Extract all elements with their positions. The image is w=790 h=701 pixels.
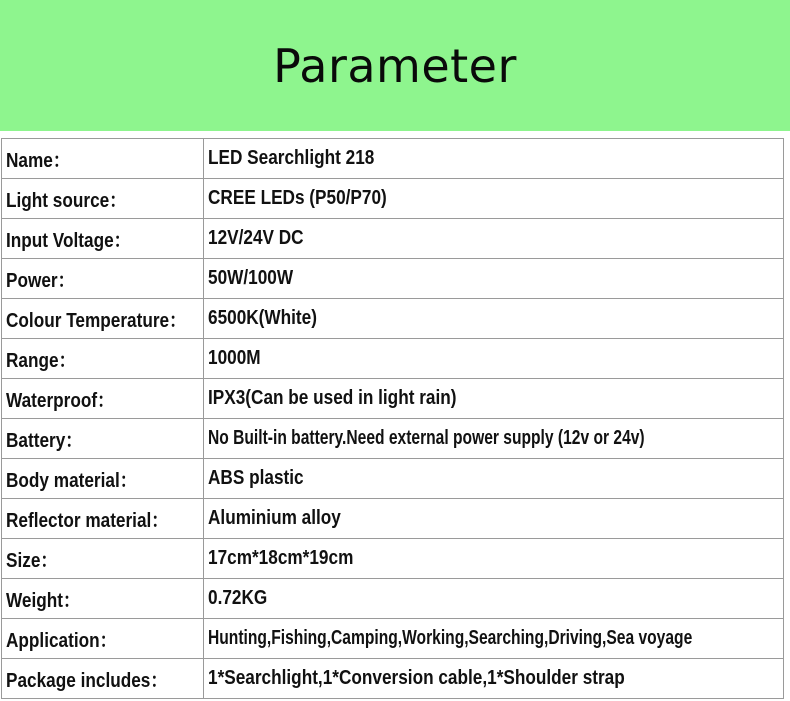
parameter-table-container [1, 138, 782, 699]
row-value: 0.72KG [204, 579, 784, 619]
row-label: Weight： [2, 579, 204, 619]
row-label: Name： [2, 139, 204, 179]
row-label: Battery： [2, 419, 204, 459]
table-row [2, 459, 784, 499]
row-value: 12V/24V DC [204, 219, 784, 259]
table-row [2, 219, 784, 259]
table-row [2, 579, 784, 619]
table-row [2, 179, 784, 219]
row-value: IPX3(Can be used in light rain) [204, 379, 784, 419]
row-label: Waterproof： [2, 379, 204, 419]
table-row [2, 299, 784, 339]
row-value: Aluminium alloy [204, 499, 784, 539]
row-label: Colour Temperature： [2, 299, 204, 339]
row-label: Size： [2, 539, 204, 579]
row-value: 1*Searchlight,1*Conversion cable,1*Shoulder strap [204, 659, 784, 699]
table-row [2, 499, 784, 539]
table-row [2, 419, 784, 459]
row-value: 1000M [204, 339, 784, 379]
row-label: Package includes： [2, 659, 204, 699]
table-row [2, 379, 784, 419]
row-label: Light source： [2, 179, 204, 219]
table-row [2, 339, 784, 379]
row-value: No Built-in battery.Need external power supply (12v or 24v) [204, 419, 784, 459]
row-value: CREE LEDs (P50/P70) [204, 179, 784, 219]
table-row [2, 659, 784, 699]
row-value: 6500K(White) [204, 299, 784, 339]
table-row [2, 539, 784, 579]
table-row [2, 259, 784, 299]
row-label: Range： [2, 339, 204, 379]
row-label: Body material： [2, 459, 204, 499]
row-label: Input Voltage： [2, 219, 204, 259]
row-value: 17cm*18cm*19cm [204, 539, 784, 579]
row-label: Power： [2, 259, 204, 299]
row-value: Hunting,Fishing,Camping,Working,Searching,Driving,Sea voyage [204, 619, 784, 659]
row-value: 50W/100W [204, 259, 784, 299]
parameter-table [1, 138, 784, 699]
row-label: Application： [2, 619, 204, 659]
row-value: ABS plastic [204, 459, 784, 499]
page-title: Parameter [273, 38, 517, 93]
table-row [2, 139, 784, 179]
table-row [2, 619, 784, 659]
header-banner [0, 0, 790, 131]
row-label: Reflector material： [2, 499, 204, 539]
row-value: LED Searchlight 218 [204, 139, 784, 179]
